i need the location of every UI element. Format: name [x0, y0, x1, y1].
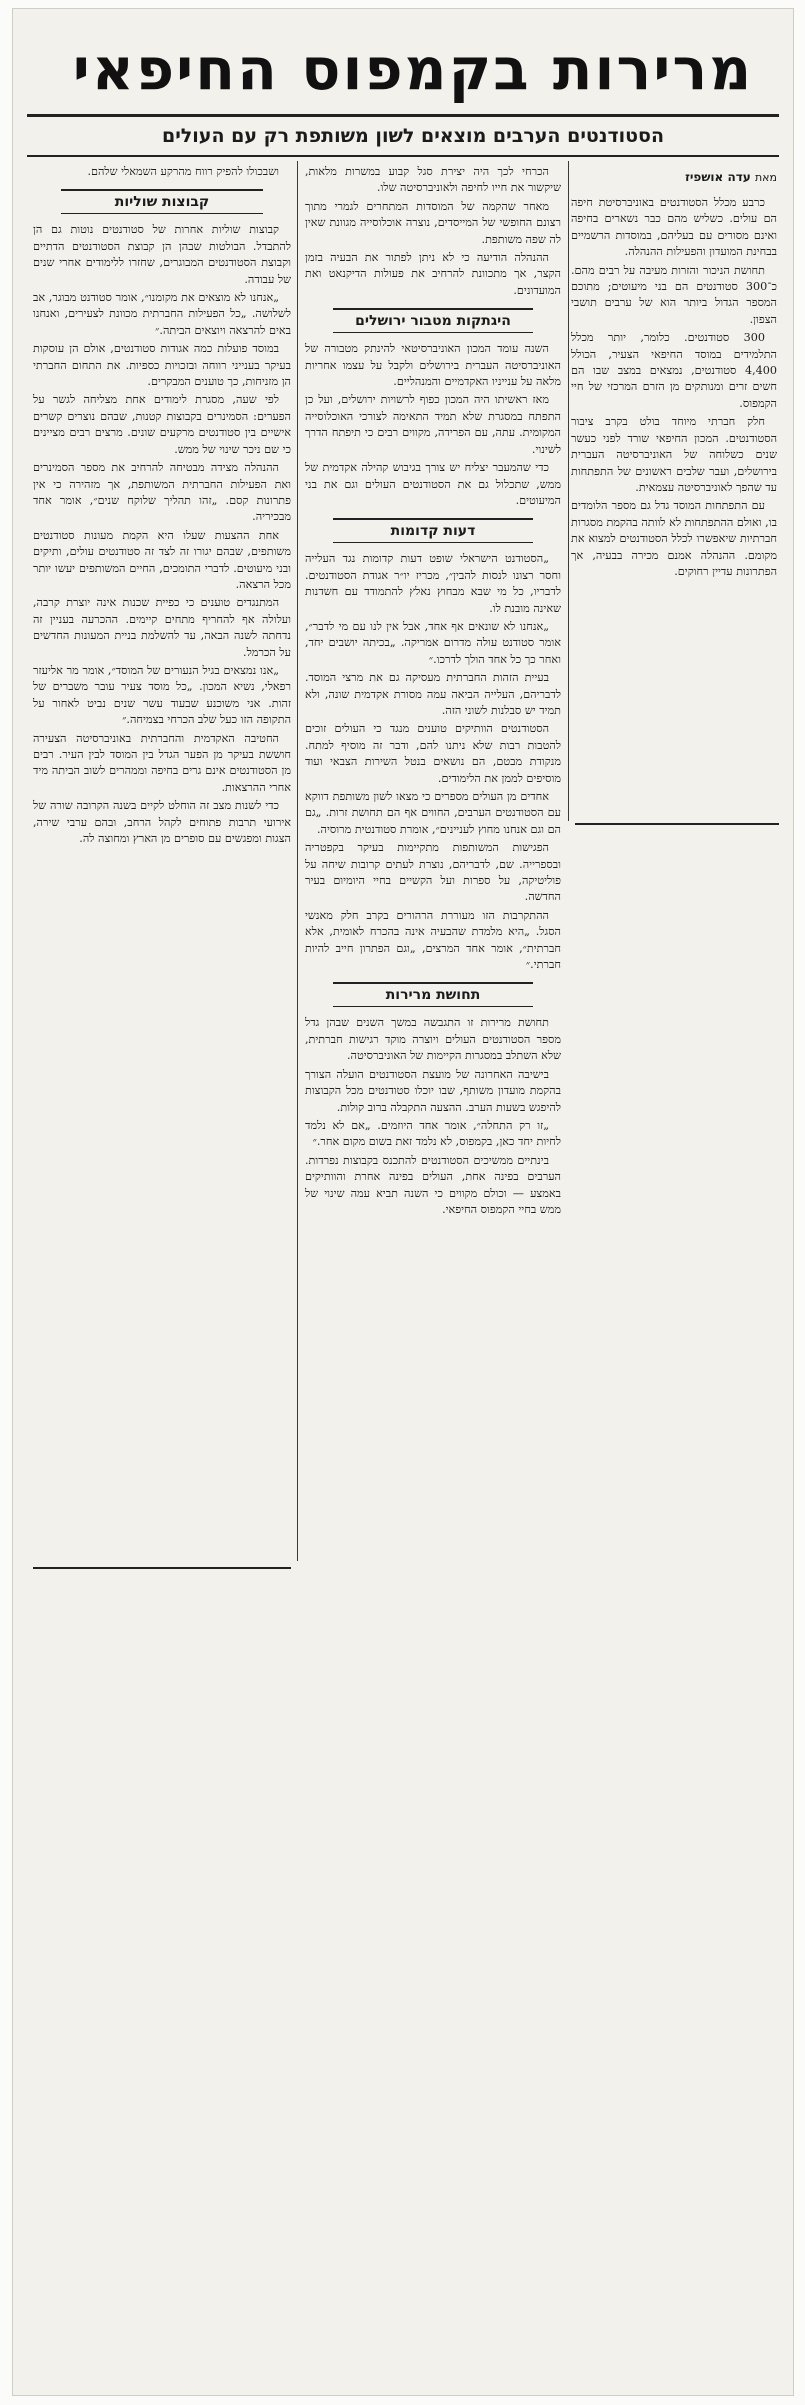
- paragraph: ההתקרבות הזו מעוררת הרהורים בקרב חלק מאנשי הסגל. „היא מלמדת שהבעיה אינה בהכרח לאומית, אלא חברתית״, אומר אחד המרצים, „וגם הפתרון חייב להיות חברתי.״: [305, 908, 561, 972]
- column-bottom-rule: [33, 1567, 291, 1569]
- paragraph: תחושת מרירות זו התגבשה במשך השנים שבהן גדל מספר הסטודנטים העולים ויוצרה מוקד רגישות חברתית, שלא השתלב במסגרות הקיימות של האוניברסיטה.: [305, 1016, 561, 1063]
- paragraph: המתנגדים טוענים כי כפיית שכנות אינה יוצרת קרבה, ועלולה אף להחריף מתחים קיימים. ההכרעה בעניין זה נדחתה לשנה הבאה, עד להשלמת בניית המעונות החדשים על הכרמל.: [33, 596, 291, 659]
- paragraph: הכרחי לכך היה יצירת סגל קבוע במשרות מלאות, שיקשור את חייו לחיפה ולאוניברסיטה שלו.: [305, 165, 561, 195]
- paragraph: בעיית הזהות החברתית מעסיקה גם את מרצי המוסד. לדבריהם, העלייה הביאה עמה מסורת אקדמית שונה, ולא תמיד יש סבלנות לשוני הזה.: [305, 671, 561, 717]
- column-divider: [568, 161, 569, 821]
- subheadline: הסטודנטים הערבים מוצאים לשון משותפת רק עם העולים: [161, 125, 665, 147]
- paragraph: הסטודנטים הוותיקים טוענים מנגד כי העולים זוכים להטבות רבות שלא ניתנו להם, ודבר זה מוסיף למתח. מנקודת מבטם, הם נושאים בנטל השירות הצבאי ועוד מוסיפים לממן את הלימודים.: [305, 722, 561, 785]
- paragraph: ההנהלה מצידה מבטיחה להרחיב את מספר הסמינרים ואת הפעילות החברתית המשותפת, אך מזהירה כי אין פתרונות קסם. „זהו תהליך שלוקח שנים״, אומר אחד מבכיריה.: [33, 461, 291, 524]
- paragraph: בינתיים ממשיכים הסטודנטים להתכנס בקבוצות נפרדות. הערבים בפינה אחת, העולים בפינה אחרת והוותיקים באמצע — וכולם מקווים כי השנה תביא עמה שינוי של ממש בחיי הקמפוס החיפאי.: [305, 1153, 561, 1216]
- paragraph: חלק חברתי מיוחד בולט בקרב ציבור הסטודנטים. המכון החיפאי שורד לפני כעשר שנים כשלוחה של האוניברסיטה העברית בירושלים, ועבר שלבים ראשונים של התפתחות עד שהפך לאוניברסיטה עצמאית.: [571, 415, 777, 494]
- byline-author: עדה אושפיז: [685, 170, 751, 184]
- paragraph: „אנחנו לא שונאים אף אחד, אבל אין לנו עם מי לדבר״, אומר סטודנט עולה מדרום אמריקה. „בכיתה יושבים יחד, ואחר כך כל אחד הולך לדרכו.״: [305, 619, 561, 666]
- paragraph: מאז ראשיתו היה המכון כפוף לרשויות ירושלים, ועל כן התפתח במסגרת שלא תמיד התאימה לצורכי האוכלוסייה המקומית. עתה, עם הפרידה, מקווים רבים כי תיפתח הדרך לשינוי.: [305, 393, 561, 456]
- headline: מרירות בקמפוס החיפאי: [72, 35, 754, 103]
- paragraph: „הסטודנט הישראלי שופט דעות קדומות נגד העלייה וחסר רצונו לנסות להבין״, מכריז יו״ר אגודת הסטודנטים. לדבריו, כל מי שבא מבחוץ נאלץ להתמודד עם חשדנות שאינה מובנת לו.: [305, 552, 561, 615]
- paragraph: לפי שעה, מסגרת לימודים אחת מצליחה לגשר על הפערים: הסמינרים בקבוצות קטנות, שבהם נוצרים קשרים אישיים בין סטודנטים מרקעים שונים. מרצים רבים מציינים כי שם ניכר שינוי של ממש.: [33, 393, 291, 456]
- section-heading-groups: קבוצות שוליות: [61, 189, 262, 214]
- paragraph: עם התפתחות המוסד גדל גם מספר הלומדים בו, ואולם ההתפתחות לא לוותה בהקמת מסגרות חברתיות שיאפשרו לכלל הסטודנטים למצוא את מקומם. ההנהלה אמנם מכירה בבעיה, אך הפתרונות עדיין רחוקים.: [571, 499, 777, 578]
- paragraph: כדי שהמעבר יצליח יש צורך בגיבוש קהילה אקדמית של ממש, שתכלול גם את הסטודנטים העולים וגם את בני המיעוטים.: [305, 461, 561, 507]
- paragraph: „זו רק התחלה״, אומר אחד היוזמים. „אם לא נלמד לחיות יחד כאן, בקמפוס, לא נלמד זאת בשום מקום אחר.״: [305, 1118, 561, 1149]
- paragraph: „אנו נמצאים בגיל הנעורים של המוסד״, אומר מר אליעזר רפאלי, נשיא המכון. „כל מוסד צעיר עובר משברים של זהות. אני משוכנע שבעוד עשר שנים נביט לאחור על התקופה הזו כעל שלב הכרחי בצמיחה.״: [33, 663, 291, 727]
- paragraph: בישיבה האחרונה של מועצת הסטודנטים הועלה הצורך בהקמת מועדון משותף, שבו יוכלו סטודנטים מכל הקבוצות להיפגש בשעות הערב. ההצעה התקבלה ברוב קולות.: [305, 1067, 561, 1114]
- paragraph: השנה עומד המכון האוניברסיטאי להינתק מטבורה של האוניברסיטה העברית בירושלים ולקבל על עצמו אחריות מלאה על ענייניו האקדמיים והמנהליים.: [305, 342, 561, 389]
- headline-rule: [27, 114, 779, 117]
- newspaper-clipping: [12, 8, 794, 2396]
- subheadline-rule: [27, 155, 779, 157]
- column-left: [33, 164, 291, 1564]
- paragraph: ושבכולו להפיק רווח מהרקע השמאלי שלהם.: [87, 165, 279, 178]
- byline: [571, 168, 777, 187]
- paragraph: כדי לשנות מצב זה הוחלט לקיים בשנה הקרובה שורה של אירועי תרבות פתוחים לקהל הרחב, ובהם ערבי שירה, הצגות ומפגשים עם סופרים מן הארץ ומחוצה לה.: [33, 799, 291, 846]
- paragraph: כרבע מכלל הסטודנטים באוניברסיטת חיפה הם עולים. כשליש מהם כבר נשארים בחיפה ואינם מסורים עם בעליהם, במוסדות הרשמיים בבחינת המועדון והפעילות ההנהלה.: [571, 196, 777, 259]
- paragraph: אחת ההצעות שעלו היא הקמת מעונות סטודנטים משותפים, שבהם יגורו זה לצד זה סטודנטים עולים, ותיקים ובני מיעוטים. לדברי התומכים, החיים המשותפים יעשו יותר מכל הרצאה.: [33, 528, 291, 591]
- paragraph: מאחר שהקמה של המוסדות המתחרים לגמרי מתוך רצונם החופשי של המייסדים, נוצרה אוכלוסייה מגוונת שאין לה שפה משותפת.: [305, 199, 561, 246]
- paragraph: ההנהלה הודיעה כי לא ניתן לפתור את הבעיה בזמן הקצר, אך מתכוונת להרחיב את פעולות הדיקנאט ואת המועדונים.: [305, 251, 561, 297]
- paragraph: תחושת הניכור והזרות מעיבה על רבים מהם. כ־300 סטודנטים הם בני מיעוטים; מתוכם המספר הגדול ביותר הוא של ערבים תושבי הצפון.: [571, 263, 777, 326]
- section-heading-opinions: דעות קדומות: [333, 518, 533, 543]
- byline-prefix: מאת: [754, 171, 777, 184]
- paragraph: „אנחנו לא מוצאים את מקומנו״, אומר סטודנט מבוגר, אב לשלושה. „כל הפעילות החברתית מכוונת לצעירים, ואנחנו באים להרצאה ויוצאים הביתה.״: [33, 291, 291, 337]
- column-divider: [297, 161, 298, 1561]
- paragraph: אחדים מן העולים מספרים כי מצאו לשון משותפת דווקא עם הסטודנטים הערבים, החווים אף הם תחושת זרות. „גם הם וגם אנחנו מחוץ לעניינים״, אומרת סטודנטית מרוסיה.: [305, 790, 561, 836]
- paragraph: הפגישות המשותפות מתקיימות בעיקר בקפטריה ובספרייה. שם, לדבריהם, נוצרת לעתים קרובות שיחה על פוליטיקה, על ספרות ועל הקשיים בחיי היומיום בעיר החדשה.: [305, 841, 561, 904]
- column-middle: [305, 164, 561, 2389]
- paragraph: קבוצות שוליות אחרות של סטודנטים נוטות גם הן להתבדל. הבולטות שבהן הן קבוצת הסטודנטים הדתיים וקבוצת הסטודנטים המבוגרים, שחזרו ללימודים אחרי שנים של עבודה.: [33, 223, 291, 286]
- column-bottom-rule: [575, 823, 779, 825]
- section-heading-bitterness: תחושת מרירות: [333, 982, 533, 1007]
- paragraph: במוסד פועלות כמה אגודות סטודנטים, אולם הן עוסקות בעיקר בענייני רווחה ובזכויות כספיות. את התחום החברתי הן מזניחות, כך טוענים המבקרים.: [33, 342, 291, 389]
- section-heading-identity: היגתקות מטבור ירושלים: [333, 308, 533, 333]
- paragraph: 300 סטודנטים. כלומר, יותר מכלל התלמידים במוסד החיפאי הצעיר, הכולל 4,400 סטודנטים, נמצאים במצב שבו הם חשים זרים ומנותקים מן הזרם המרכזי של חיי הקמפוס.: [571, 331, 777, 410]
- column-right: [571, 164, 777, 819]
- paragraph: החטיבה האקדמית והחברתית באוניברסיטה הצעירה חוששת בעיקר מן הפער הגדל בין המוסד לבין העיר. רבים מן הסטודנטים אינם גרים בחיפה וממהרים לשוב הביתה מיד אחרי ההרצאות.: [33, 731, 291, 794]
